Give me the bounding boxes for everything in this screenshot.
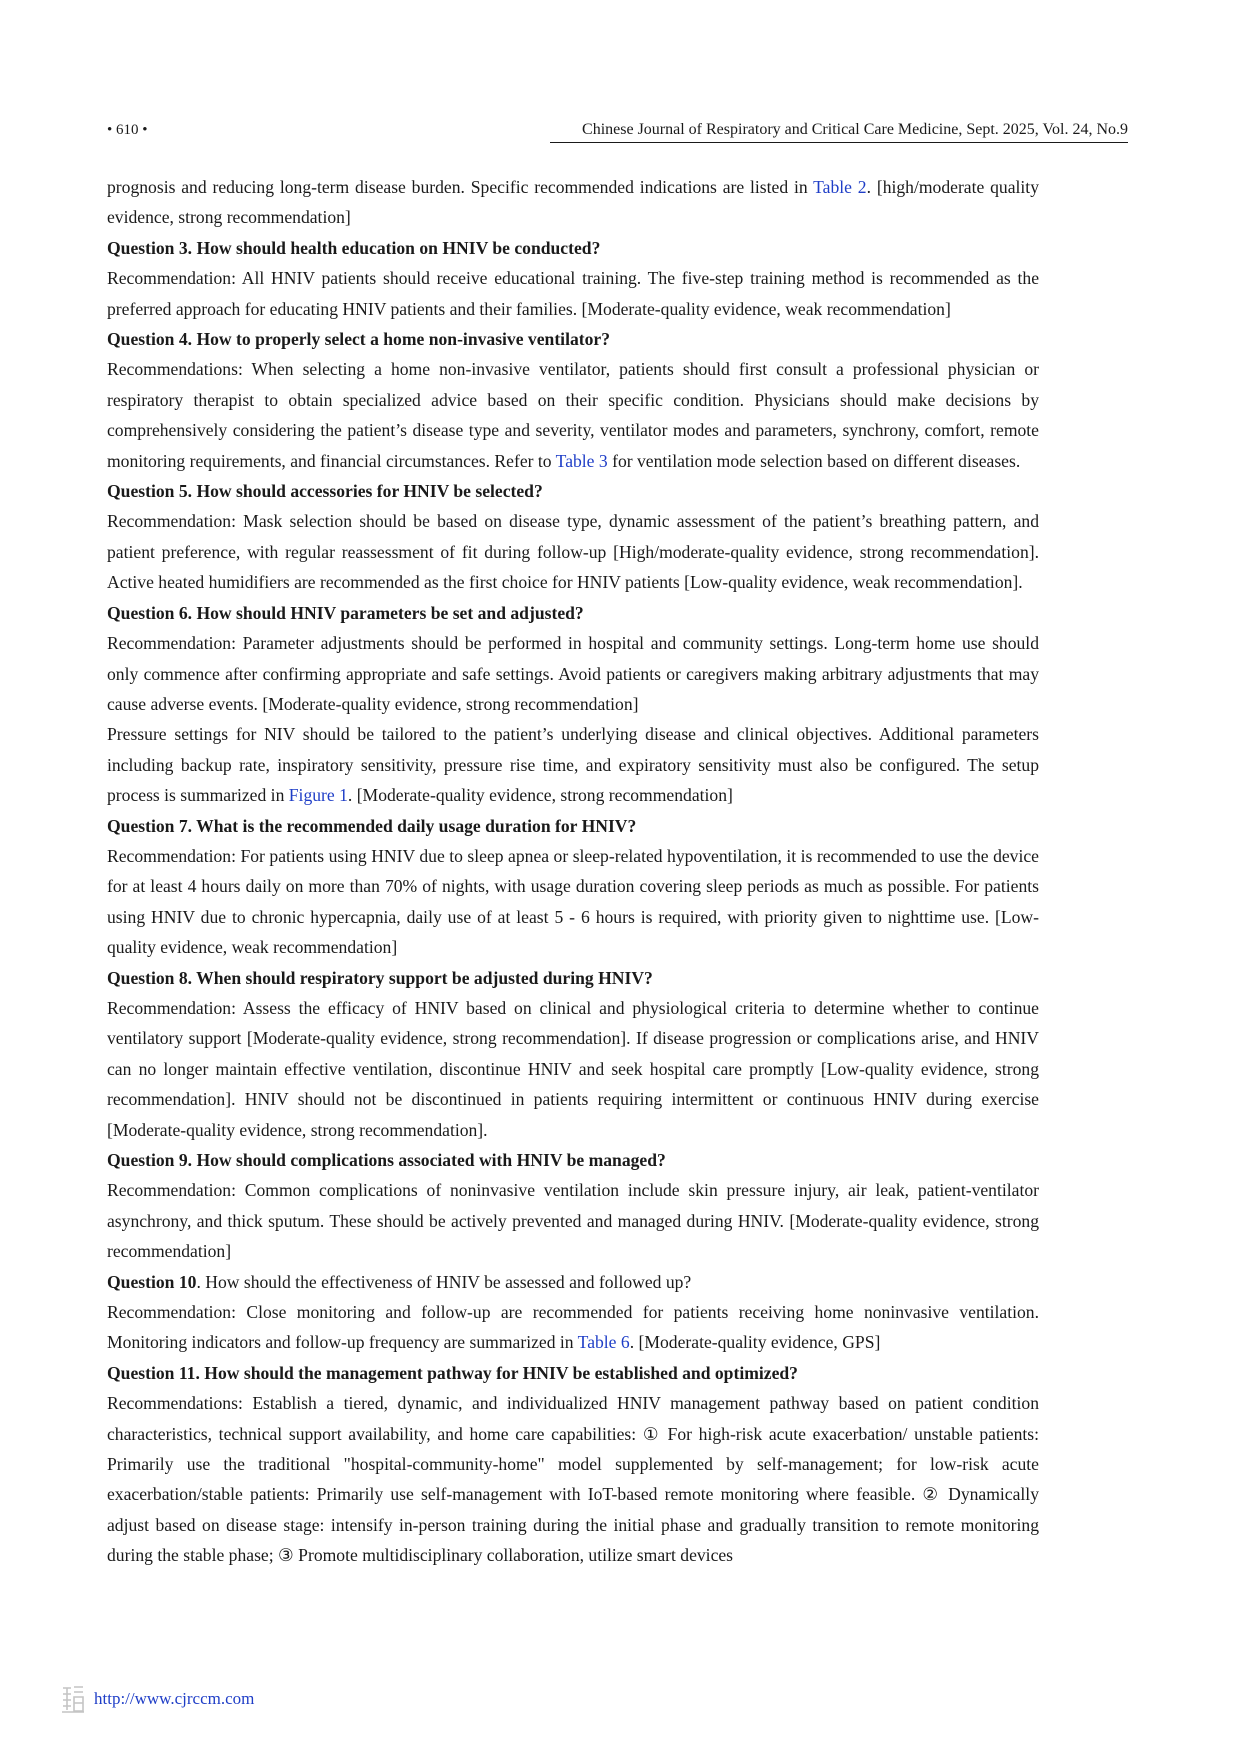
question-4-heading: Question 4. How to properly select a home non-invasive ventilator?	[107, 329, 611, 350]
article-body	[107, 172, 1039, 1571]
question-9-heading: Question 9. How should complications associated with HNIV be managed?	[107, 1150, 666, 1170]
question-5-recommendation: Recommendation: Mask selection should be based on disease type, dynamic assessment of the patient’s breathing pattern, and patient preference, with regular reassessment of fit during follow-up [High/moderate-quality evidence, strong recommendation]. Active heated humidifiers are recommended as the first choice for HNIV patients [Low-quality evidence, weak recommendation].	[107, 511, 1039, 593]
question-5-heading: Question 5. How should accessories for HNIV be selected?	[107, 481, 543, 502]
question-10-recommendation: Recommendation: Close monitoring and follow-up are recommended for patients receiving home noninvasive ventilation. Monitoring indicators and follow-up frequency are summarized in Table 6. [Moderate-quality evidence, GPS]	[107, 1302, 1039, 1353]
question-3-heading: Question 3. How should health education on HNIV be conducted?	[107, 237, 601, 258]
figure-1-link[interactable]: Figure 1	[288, 785, 348, 806]
journal-url-link[interactable]: http://www.cjrccm.com	[94, 1689, 255, 1708]
paragraph-continuation: prognosis and reducing long-term disease burden. Specific recommended indications are listed in Table 2. [high/moderate quality evidence, strong recommendation]	[107, 177, 1039, 228]
question-9-recommendation: Recommendation: Common complications of noninvasive ventilation include skin pressure injury, air leak, patient-ventilator asynchrony, and thick sputum. These should be actively prevented and managed during HNIV. [Moderate-quality evidence, strong recommendation]	[107, 1180, 1039, 1262]
question-6-pressure-settings: Pressure settings for NIV should be tailored to the patient’s underlying disease and clinical objectives. Additional parameters including backup rate, inspiratory sensitivity, pressure rise time, and expiratory sensitivity must also be configured. The setup process is summarized in Figure 1. [Moderate-quality evidence, strong recommendation]	[107, 724, 1039, 806]
journal-logo-icon	[60, 1684, 86, 1714]
question-6-heading: Question 6. How should HNIV parameters be set and adjusted?	[107, 602, 584, 623]
question-7-recommendation: Recommendation: For patients using HNIV due to sleep apnea or sleep-related hypoventilation, it is recommended to use the device for at least 4 hours daily on more than 70% of nights, with usage duration covering sleep periods as much as possible. For patients using HNIV due to chronic hypercapnia, daily use of at least 5 - 6 hours is required, with priority given to nighttime use. [Low-quality evidence, weak recommendation]	[107, 845, 1039, 958]
table-2-link[interactable]: Table 2	[813, 177, 867, 197]
table-6-link[interactable]: Table 6	[577, 1332, 630, 1353]
question-6-recommendation: Recommendation: Parameter adjustments should be performed in hospital and community settings. Long-term home use should only commence after confirming appropriate and safe settings. Avoid patients or caregivers making arbitrary adjustments that may cause adverse events. [Moderate-quality evidence, strong recommendation]	[107, 633, 1039, 714]
page-number: • 610 •	[107, 122, 148, 138]
question-7-heading: Question 7. What is the recommended daily usage duration for HNIV?	[107, 815, 637, 836]
table-3-link[interactable]: Table 3	[555, 450, 608, 471]
question-8-recommendation: Recommendation: Assess the efficacy of HNIV based on clinical and physiological criteria to determine whether to continue ventilatory support [Moderate-quality evidence, strong recommendation]. If disease progression or complications arise, and HNIV can no longer maintain effective ventilation, discontinue HNIV and seek hospital care promptly [Low-quality evidence, strong recommendation]. HNIV should not be discontinued in patients requiring intermittent or continuous HNIV during exercise [Moderate-quality evidence, strong recommendation].	[107, 997, 1039, 1140]
question-11-recommendation: Recommendations: Establish a tiered, dynamic, and individualized HNIV management pathway based on patient condition characteristics, technical support availability, and home care capabilities: ① For high-risk acute exacerbation/ unstable patients: Primarily use the traditional "hospital-community-home" model supplemented by self-management; for low-risk acute exacerbation/stable patients: Primarily use self-management with IoT-based remote monitoring where feasible. ② Dynamically adjust based on disease stage: intensify in-person training during the initial phase and gradually transition to remote monitoring during the stable phase; ③ Promote multidisciplinary collaboration, utilize smart devices	[107, 1393, 1039, 1566]
question-8-heading: Question 8. When should respiratory support be adjusted during HNIV?	[107, 967, 653, 988]
question-10-heading: Question 10. How should the effectiveness of HNIV be assessed and followed up?	[107, 1271, 692, 1292]
page-footer	[60, 1682, 254, 1716]
question-11-heading: Question 11. How should the management pathway for HNIV be established and optimized?	[107, 1362, 798, 1383]
question-3-recommendation: Recommendation: All HNIV patients should receive educational training. The five-step training method is recommended as the preferred approach for educating HNIV patients and their families. [Moderate-quality evidence, weak recommendation]	[107, 268, 1039, 319]
question-4-recommendation: Recommendations: When selecting a home non-invasive ventilator, patients should first consult a professional physician or respiratory therapist to obtain specialized advice based on their specific condition. Physicians should make decisions by comprehensively considering the patient’s disease type and severity, ventilator modes and parameters, synchrony, comfort, remote monitoring requirements, and financial circumstances. Refer to Table 3 for ventilation mode selection based on different diseases.	[107, 359, 1039, 471]
running-header: Chinese Journal of Respiratory and Critical Care Medicine, Sept. 2025, Vol. 24, No.9	[550, 120, 1128, 143]
